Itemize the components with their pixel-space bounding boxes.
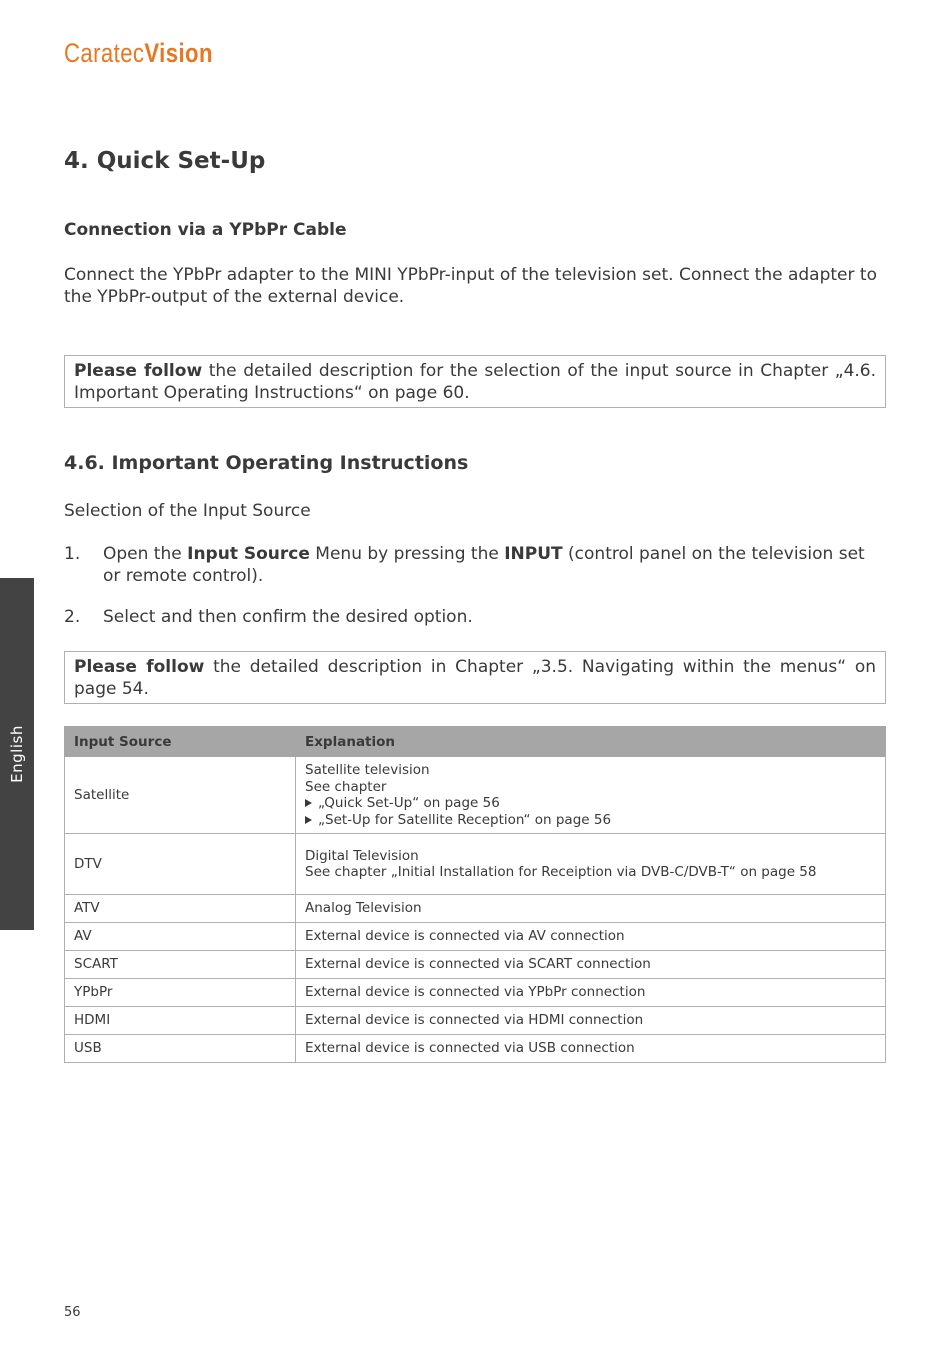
source-cell: DTV (65, 834, 296, 895)
language-label: English (8, 725, 26, 783)
header-input-source: Input Source (65, 727, 296, 757)
source-cell: USB (65, 1035, 296, 1063)
bullet-line (305, 812, 876, 829)
header-explanation: Explanation (296, 727, 886, 757)
table-row (65, 923, 886, 951)
logo-part1: Caratec (64, 38, 145, 68)
explanation-line: See chapter „Initial Installation for Receiption via DVB-C/DVB-T“ on page 58 (305, 864, 817, 880)
source-cell: SCART (65, 951, 296, 979)
list-number: 2. (64, 607, 81, 627)
explanation-line: Satellite television (305, 762, 430, 778)
section-title: 4. Quick Set-Up (64, 148, 266, 174)
explanation-cell: External device is connected via AV connection (296, 923, 886, 951)
table-row (65, 1007, 886, 1035)
bullet-text: „Quick Set-Up“ on page 56 (318, 795, 500, 811)
triangle-bullet-icon (305, 816, 312, 824)
note-box-navigation (64, 651, 886, 704)
list-item (64, 606, 886, 628)
note-bold: Please follow (74, 657, 205, 677)
bold-run: Input Source (187, 544, 310, 564)
list-text (103, 543, 886, 587)
note-box-input-source (64, 355, 886, 408)
note-bold: Please follow (74, 361, 203, 381)
source-cell: ATV (65, 895, 296, 923)
brand-logo (64, 38, 213, 69)
subsection-title: 4.6. Important Operating Instructions (64, 452, 469, 474)
list-item (64, 543, 886, 587)
source-cell: AV (65, 923, 296, 951)
explanation-cell (296, 834, 886, 895)
list-text: Select and then confirm the desired option. (103, 607, 473, 627)
text-run: (control panel on the television set or remote control). (103, 544, 865, 586)
bullet-text: „Set-Up for Satellite Reception“ on page 56 (318, 811, 612, 828)
bold-run: INPUT (504, 544, 563, 564)
table-row (65, 757, 886, 834)
table-header-row (65, 727, 886, 757)
source-cell: YPbPr (65, 979, 296, 1007)
source-cell: HDMI (65, 1007, 296, 1035)
text-run: Menu by pressing the (309, 544, 505, 564)
subsection-intro: Selection of the Input Source (64, 501, 311, 521)
page-number: 56 (64, 1305, 81, 1320)
explanation-cell: External device is connected via HDMI connection (296, 1007, 886, 1035)
table-row (65, 1035, 886, 1063)
table-row (65, 895, 886, 923)
explanation-cell: External device is connected via YPbPr connection (296, 979, 886, 1007)
explanation-line: See chapter (305, 778, 387, 795)
explanation-cell: External device is connected via USB connection (296, 1035, 886, 1063)
note-text: the detailed description for the selection of the input source in Chapter „4.6. Important Operating Instructions“ on page 60. (74, 361, 877, 403)
bullet-line (305, 795, 876, 812)
logo-part2: Vision (144, 38, 213, 68)
source-cell: Satellite (65, 757, 296, 834)
table-row (65, 951, 886, 979)
explanation-line: Digital Television (305, 847, 419, 864)
input-source-table (64, 726, 886, 1063)
note-text: the detailed description in Chapter „3.5. Navigating within the menus“ on page 54. (74, 657, 876, 699)
list-number: 1. (64, 544, 81, 564)
triangle-bullet-icon (305, 799, 312, 807)
explanation-cell: Analog Television (296, 895, 886, 923)
explanation-cell (296, 757, 886, 834)
table-row (65, 979, 886, 1007)
section-subtitle: Connection via a YPbPr Cable (64, 220, 347, 240)
connection-paragraph: Connect the YPbPr adapter to the MINI YPbPr-input of the television set. Connect the adapter to the YPbPr-output of the external device. (64, 265, 877, 307)
table-row (65, 834, 886, 895)
text-run: Open the (103, 544, 188, 564)
explanation-cell: External device is connected via SCART connection (296, 951, 886, 979)
